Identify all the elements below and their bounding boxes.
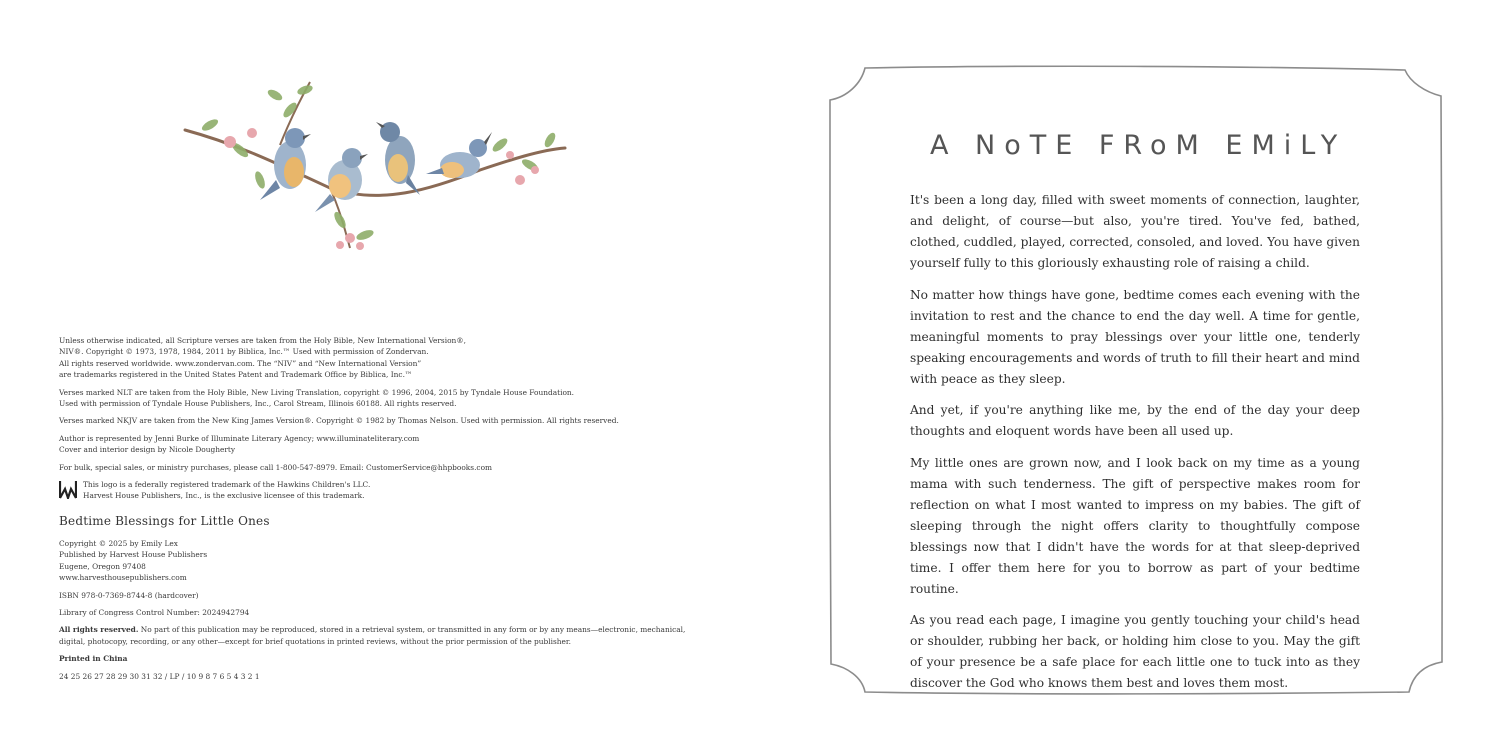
note-paragraph: And yet, if you're anything like me, by the end of the day your deep thoughts and eloquent words have been all used up.: [910, 403, 1360, 438]
isbn: ISBN 978-0-7369-8744-8 (hardcover): [59, 590, 199, 600]
publisher-info: [59, 538, 699, 584]
print-line: 24 25 26 27 28 29 30 31 32 / LP / 10 9 8 7 6 5 4 3 2 1: [59, 671, 260, 681]
copyright-line: Unless otherwise indicated, all Scripture verses are taken from the Holy Bible, New International Version®,: [59, 336, 467, 345]
copyright-paragraph-nkjv: [59, 415, 699, 426]
publisher-line: Copyright © 2025 by Emily Lex: [59, 538, 178, 548]
copyright-line: Author is represented by Jenni Burke of Illuminate Literary Agency; www.illuminateliterary.com: [59, 433, 420, 443]
note-paragraph: My little ones are grown now, and I look back on my time as a young mama with such tenderness. The gift of perspective makes room for reflection on what I most wanted to impress on my babies. The gift of sleeping through the night offers clarity to thoughtfully compose blessings now that I didn't have the words for at that sleep-deprived time. I offer them here for you to borrow as part of your bedtime routine.: [910, 455, 1360, 596]
copyright-paragraph-niv: [59, 335, 699, 381]
copyright-line: Verses marked NLT are taken from the Holy Bible, New Living Translation, copyright © 1996, 2004, 2015 by Tyndale House Foundation.: [59, 387, 575, 397]
loc-number: Library of Congress Control Number: 2024942794: [59, 607, 250, 617]
note-title-text: A NoTE FRoM EMiLY: [930, 130, 1347, 161]
logo-note-line: Harvest House Publishers, Inc., is the exclusive licensee of this trademark.: [83, 491, 365, 501]
copyright-block: [59, 335, 699, 688]
copyright-line: NIV®. Copyright © 1973, 1978, 1984, 2011 by Biblica, Inc.™ Used with permission of Zondervan.: [59, 347, 429, 357]
note-paragraph: It's been a long day, filled with sweet moments of connection, laughter, and delight, of course—but also, you're tired. You've fed, bathed, clothed, cuddled, played, corrected, consoled, and loved. You have given yourself fully to this gloriously exhausting role of raising a child.: [910, 193, 1360, 270]
note-body: [910, 190, 1360, 705]
rights-bold: All rights reserved.: [59, 625, 139, 635]
publisher-line: www.harvesthousepublishers.com: [59, 573, 187, 583]
copyright-line: Used with permission of Tyndale House Publishers, Inc., Carol Stream, Illinois 60188. All rights reserved.: [59, 399, 457, 409]
copyright-line: For bulk, special sales, or ministry purchases, please call 1-800-547-8979. Email: CustomerService@hhpbooks.com: [59, 462, 493, 472]
copyright-paragraph-agency: [59, 433, 699, 456]
note-paragraph: As you read each page, I imagine you gently touching your child's head or shoulder, rubbing her back, or holding him close to you. May the gift of your presence be a safe place for each little one to tuck into as they discover the God who knows them best and loves them most.: [910, 613, 1360, 690]
birds-on-branch-illustration: [180, 70, 570, 260]
note-title: [930, 122, 1350, 166]
copyright-paragraph-sales: [59, 462, 699, 473]
note-paragraph: No matter how things have gone, bedtime comes each evening with the invitation to rest and the chance to end the day well. A time for gentle, meaningful moments to pray blessings over your little one, tenderly speaking encouragements and words of truth to fill their heart and mind with peace as they sleep.: [910, 287, 1360, 386]
copyright-line: Verses marked NKJV are taken from the New King James Version®. Copyright © 1982 by Thomas Nelson. Used with permission. All rights reserved.: [59, 416, 619, 426]
printed-in: Printed in China: [59, 654, 128, 664]
publisher-line: Eugene, Oregon 97408: [59, 561, 146, 571]
copyright-line: Cover and interior design by Nicole Dougherty: [59, 445, 236, 455]
copyright-line: All rights reserved worldwide. www.zondervan.com. The “NIV” and “New International Version”: [59, 358, 422, 368]
copyright-line: are trademarks registered in the United States Patent and Trademark Office by Biblica, Inc.™: [59, 370, 413, 380]
rights-notice: [59, 624, 699, 647]
publisher-line: Published by Harvest House Publishers: [59, 550, 208, 560]
harvest-house-logo-icon: [59, 479, 77, 499]
publisher-logo-row: [59, 479, 699, 502]
logo-note-line: This logo is a federally registered trademark of the Hawkins Children's LLC.: [83, 480, 371, 490]
book-title: Bedtime Blessings for Little Ones: [59, 513, 270, 528]
copyright-paragraph-nlt: [59, 387, 699, 410]
rights-text: No part of this publication may be reproduced, stored in a retrieval system, or transmitted in any form or by any means—electronic, mechanical,: [138, 625, 686, 635]
rights-text-2: digital, photocopy, recording, or any other—except for brief quotations in printed reviews, without the prior permission of the publisher.: [59, 636, 572, 646]
